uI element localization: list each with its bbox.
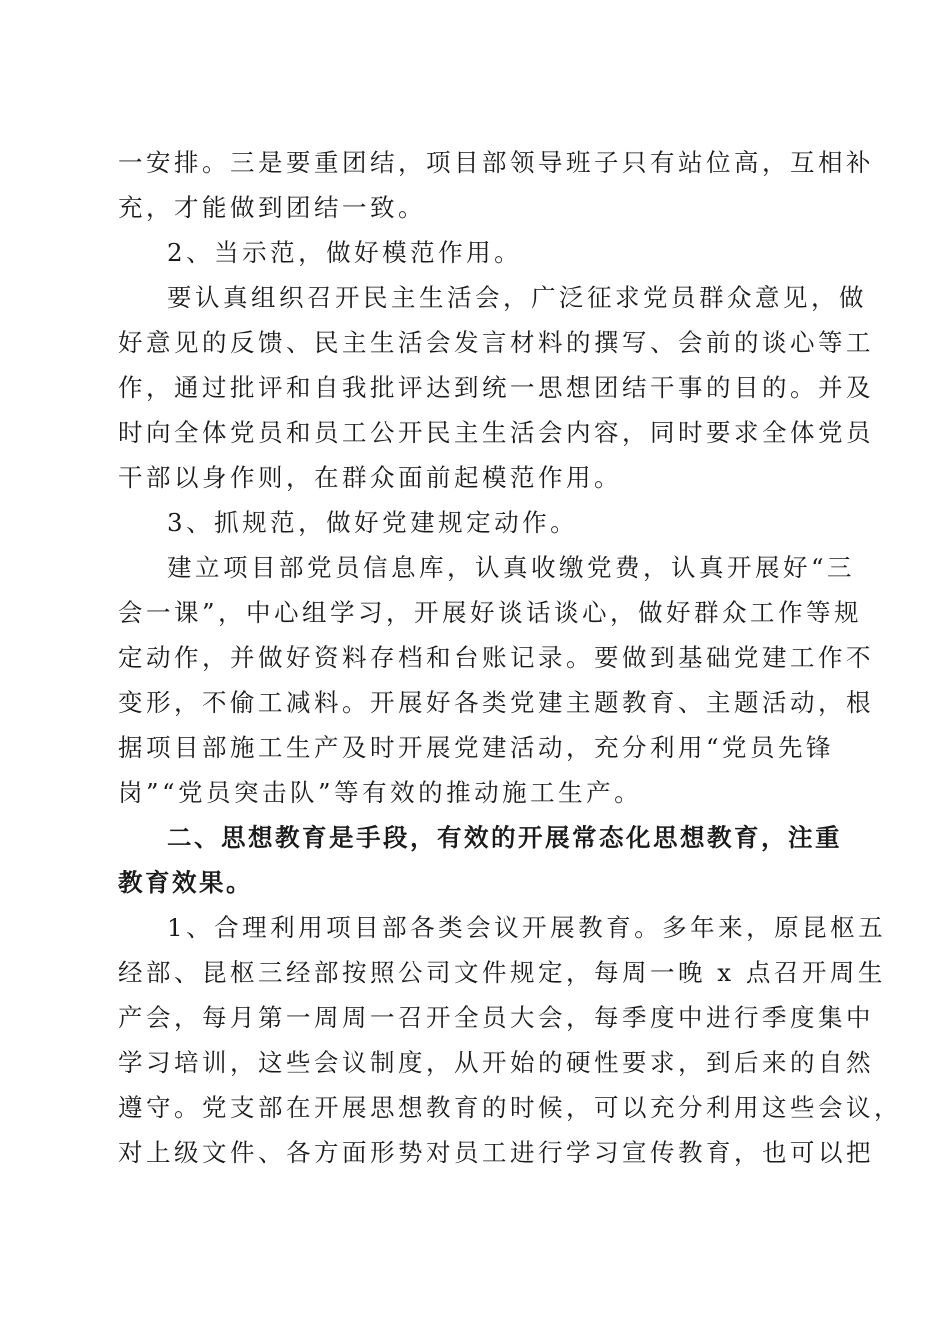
- text-line: 岗”“党员突击队”等有效的推动施工生产。: [118, 778, 643, 807]
- text-line: 教育效果。: [118, 868, 253, 897]
- text-line: 1、合理利用项目部各类会议开展教育。多年来，原昆枢五: [167, 913, 887, 942]
- text-line: 产会，每月第一周周一召开全员大会，每季度中进行季度集中: [118, 1003, 874, 1032]
- text-line: 会一课”，中心组学习，开展好谈话谈心，做好群众工作等规: [118, 598, 863, 627]
- text-line: 据项目部施工生产及时开展党建活动，充分利用“党员先锋: [118, 733, 835, 762]
- text-line: 2、当示范，做好模范作用。: [167, 238, 523, 267]
- text-line: 学习培训，这些会议制度，从开始的硬性要求，到后来的自然: [118, 1048, 874, 1077]
- paragraph-meeting-education: [118, 905, 902, 1175]
- paragraph-continuation: [118, 140, 874, 230]
- paragraph-party-info-database: [118, 545, 874, 815]
- text-line: 充，才能做到团结一致。: [118, 193, 426, 222]
- text-line: 定动作，并做好资料存档和台账记录。要做到基础党建工作不: [118, 643, 874, 672]
- text-line: 作，通过批评和自我批评达到统一思想团结干事的目的。并及: [118, 373, 874, 402]
- text-line: 要认真组织召开民主生活会，广泛征求党员群众意见，做: [167, 283, 867, 312]
- subheading-2: [118, 230, 828, 275]
- document-page: [118, 140, 902, 1175]
- text-line: 时向全体党员和员工公开民主生活会内容，同时要求全体党员: [118, 418, 874, 447]
- text-line: 好意见的反馈、民主生活会发言材料的撰写、会前的谈心等工: [118, 328, 874, 357]
- text-line: 建立项目部党员信息库，认真收缴党费，认真开展好“三: [167, 553, 856, 582]
- text-line: 经部、昆枢三经部按照公司文件规定，每周一晚 x 点召开周生: [118, 958, 886, 987]
- text-line: 遵守。党支部在开展思想教育的时候，可以充分利用这些会议，: [118, 1093, 902, 1122]
- text-line: 一安排。三是要重团结，项目部领导班子只有站位高，互相补: [118, 148, 874, 177]
- paragraph-democratic-life-meeting: [118, 275, 874, 500]
- section-heading-2: [118, 815, 842, 905]
- text-line: 3、抓规范，做好党建规定动作。: [167, 508, 579, 537]
- text-line: 对上级文件、各方面形势对员工进行学习宣传教育，也可以把: [118, 1138, 874, 1167]
- text-line: 变形，不偷工减料。开展好各类党建主题教育、主题活动，根: [118, 688, 874, 717]
- text-line: 二、思想教育是手段，有效的开展常态化思想教育，注重: [167, 823, 842, 852]
- subheading-3: [118, 500, 828, 545]
- text-line: 干部以身作则，在群众面前起模范作用。: [118, 463, 622, 492]
